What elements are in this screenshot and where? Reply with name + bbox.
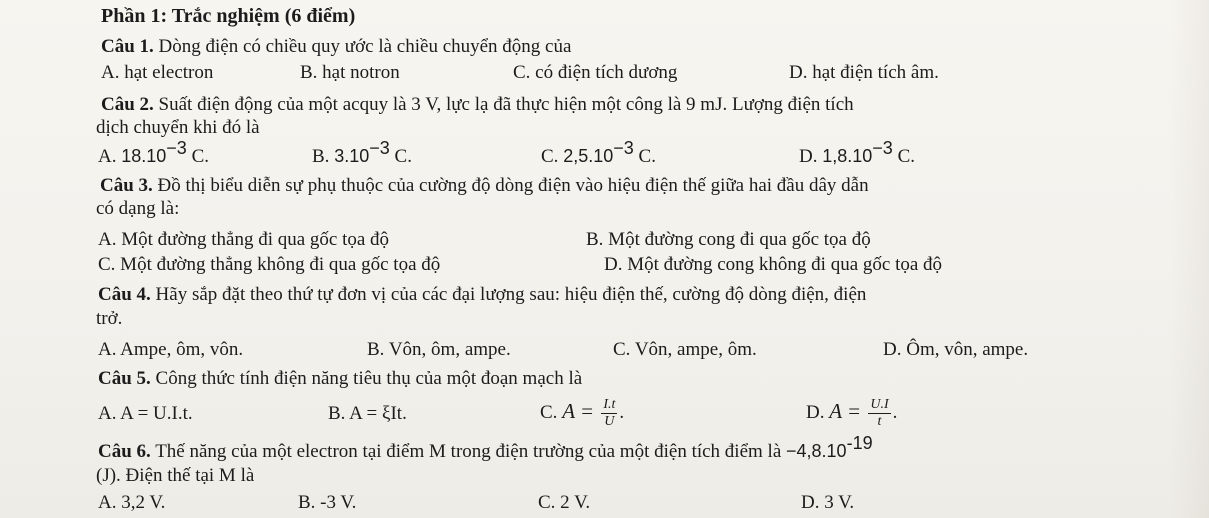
- question-4-option-d: D. Ôm, vôn, ampe.: [883, 339, 1029, 360]
- question-2-option-d: D. $1,8.10^{-3}$ C.: [799, 138, 915, 167]
- question-5-option-a: A. A = U.I.t.: [98, 403, 193, 424]
- question-3-option-d: D. Một đường cong không đi qua gốc tọa độ: [604, 254, 943, 275]
- question-6-option-a: A. 3,2 V.: [98, 492, 166, 513]
- question-4-label: Câu 4.: [98, 284, 151, 305]
- question-2-text-line1: Suất điện động của một acquy là 3 V, lực lạ đã thực hiện một công là 9 mJ. Lượng điện tích: [153, 94, 854, 115]
- question-6-option-b: B. -3 V.: [298, 492, 357, 513]
- question-2-option-a: A. $18.10^{-3}$ C.: [98, 138, 209, 167]
- question-3-text-line1: Đồ thị biểu diễn sự phụ thuộc của cường độ dòng điện vào hiệu điện thế giữa hai đầu dây dẫn: [152, 175, 869, 196]
- question-3: [100, 175, 869, 197]
- question-4-option-b: B. Vôn, ôm, ampe.: [367, 339, 511, 360]
- question-6-value: −4,8.10: [786, 441, 847, 461]
- question-6: Câu 6. Thế năng của một electron tại điểm M trong điện trường của một điện tích điểm là $-4,8.10^{-19}$: [98, 433, 873, 462]
- question-2: [101, 94, 854, 116]
- question-6-text-line2: (J). Điện thế tại M là: [96, 465, 255, 486]
- fraction-d: $\frac{U.I}{t}$: [870, 397, 889, 430]
- question-2-text-line2: dịch chuyển khi đó là: [96, 117, 260, 138]
- question-1-text: Dòng điện có chiều quy ước là chiều chuyển động của: [153, 36, 572, 57]
- question-2-option-c: C. $2,5.10^{-3}$ C.: [541, 138, 656, 167]
- question-2-label: Câu 2.: [101, 94, 154, 115]
- question-3-option-b: B. Một đường cong đi qua gốc tọa độ: [586, 229, 871, 250]
- question-6-label: Câu 6.: [98, 441, 151, 462]
- question-4-option-c: C. Vôn, ampe, ôm.: [613, 339, 757, 360]
- question-4-option-a: A. Ampe, ôm, vôn.: [98, 339, 244, 360]
- fraction-c: $\frac{I.t}{U}$: [603, 397, 616, 430]
- section-title: Phần 1: Trắc nghiệm (6 điểm): [101, 5, 356, 27]
- question-1-label: Câu 1.: [101, 36, 154, 57]
- question-4-text-line1: Hãy sắp đặt theo thứ tự đơn vị của các đại lượng sau: hiệu điện thế, cường độ dòng điện, điện: [150, 284, 867, 305]
- question-1-option-a: A. hạt electron: [101, 62, 214, 83]
- question-4-text-line2: trở.: [96, 308, 123, 329]
- paper-edge-shadow: [1169, 0, 1209, 518]
- question-3-option-c: C. Một đường thẳng không đi qua gốc tọa độ: [98, 254, 441, 275]
- question-1: [101, 36, 571, 58]
- question-5-option-b: B. A = ξIt.: [328, 403, 407, 424]
- question-3-label: Câu 3.: [100, 175, 153, 196]
- question-3-option-a: A. Một đường thẳng đi qua gốc tọa độ: [98, 229, 390, 250]
- question-6-option-d: D. 3 V.: [801, 492, 855, 513]
- question-5-text: Công thức tính điện năng tiêu thụ của một đoạn mạch là: [150, 368, 583, 389]
- question-5: [98, 368, 582, 390]
- question-6-text-line1: Thế năng của một electron tại điểm M trong điện trường của một điện tích điểm là: [150, 441, 787, 462]
- question-1-option-c: C. có điện tích dương: [513, 62, 678, 83]
- question-1-option-d: D. hạt điện tích âm.: [789, 62, 939, 83]
- question-1-option-b: B. hạt notron: [300, 62, 400, 83]
- question-3-text-line2: có dạng là:: [96, 198, 180, 219]
- question-2-option-b: B. $3.10^{-3}$ C.: [312, 138, 412, 167]
- question-4: [98, 284, 866, 306]
- question-5-option-c: C. A = $\frac{I.t}{U}$ .: [540, 397, 625, 430]
- question-5-label: Câu 5.: [98, 368, 151, 389]
- question-6-option-c: C. 2 V.: [538, 492, 591, 513]
- question-5-option-d: D. A = $\frac{U.I}{t}$ .: [806, 397, 898, 430]
